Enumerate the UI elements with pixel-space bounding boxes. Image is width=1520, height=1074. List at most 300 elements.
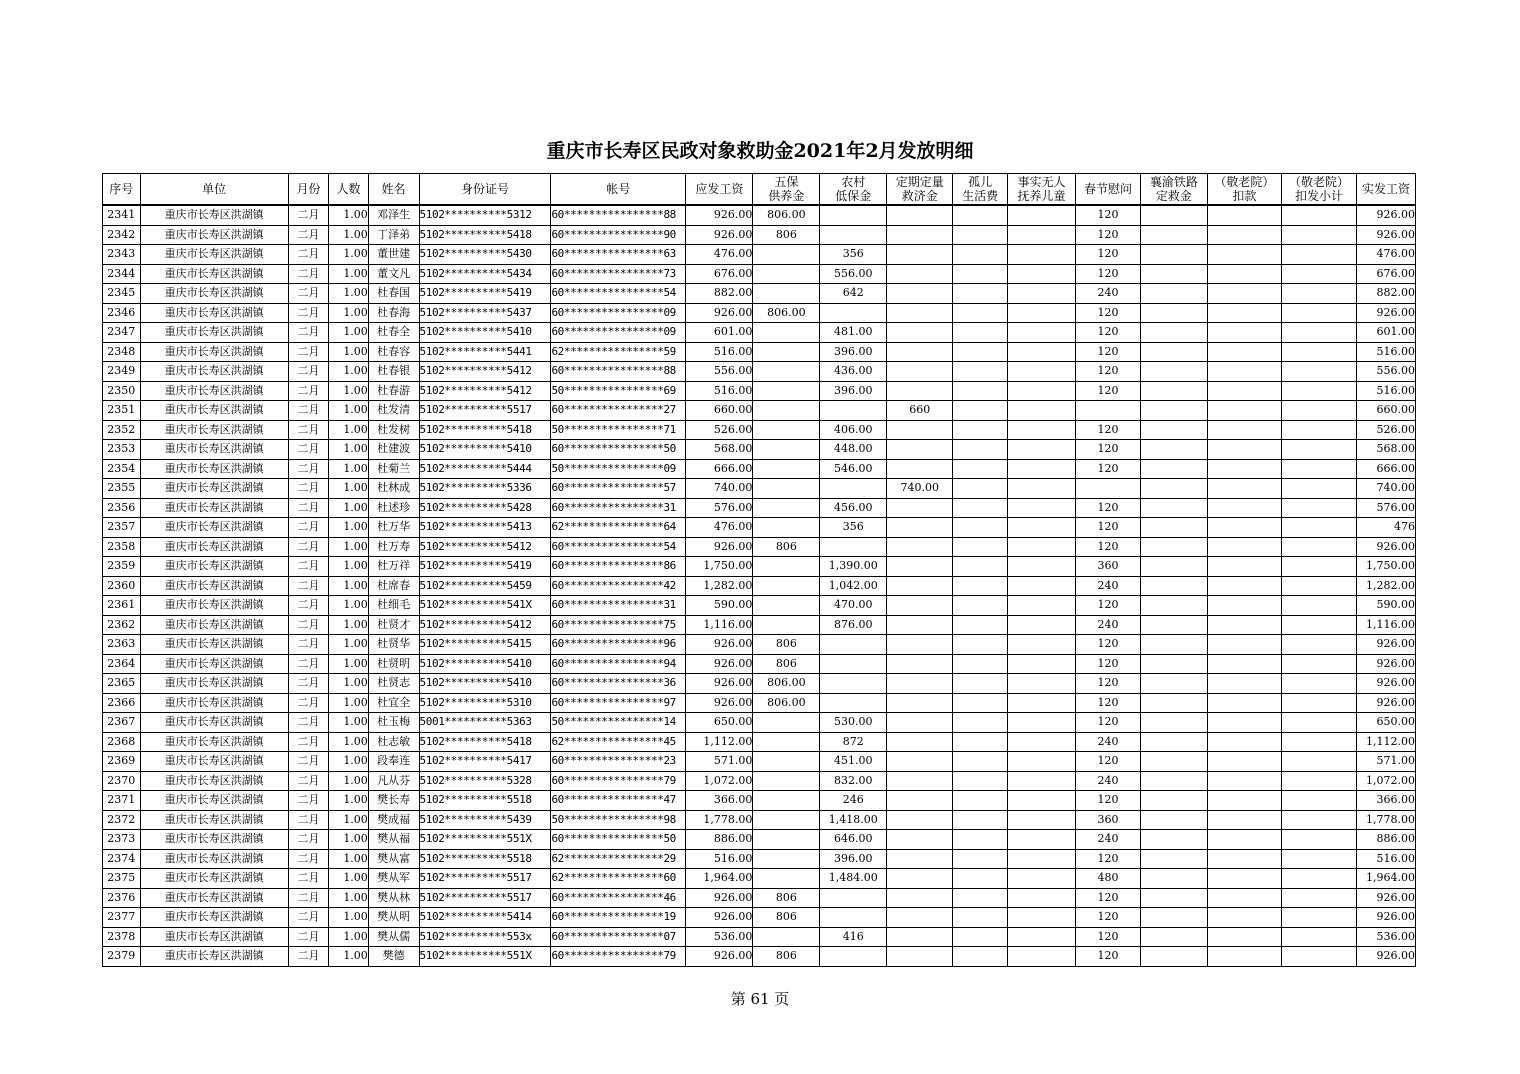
table-cell: 601.00	[686, 323, 753, 343]
table-cell: 568.00	[1357, 440, 1416, 460]
table-cell	[953, 537, 1008, 557]
table-cell: 1.00	[329, 810, 369, 830]
table-cell	[1140, 908, 1207, 928]
table-cell	[887, 381, 953, 401]
table-cell: 重庆市长寿区洪湖镇	[140, 537, 288, 557]
table-cell	[1140, 596, 1207, 616]
table-cell	[1008, 440, 1076, 460]
table-cell: 5102**********5419	[419, 284, 551, 304]
table-cell: 5102**********553x	[419, 927, 551, 947]
table-cell: 杜玉梅	[368, 713, 419, 733]
table-cell	[1008, 908, 1076, 928]
table-cell: 2345	[103, 284, 141, 304]
table-cell	[1140, 537, 1207, 557]
table-cell: 120	[1075, 791, 1140, 811]
table-cell	[753, 245, 820, 265]
table-cell	[753, 498, 820, 518]
table-cell: 重庆市长寿区洪湖镇	[140, 654, 288, 674]
table-cell: 120	[1075, 927, 1140, 947]
table-cell	[887, 693, 953, 713]
column-header: 孤儿 生活费	[953, 174, 1008, 206]
table-cell	[953, 615, 1008, 635]
table-cell: 5102**********5410	[419, 654, 551, 674]
table-cell: 1.00	[329, 264, 369, 284]
table-cell	[820, 479, 887, 499]
table-cell: 806.00	[753, 693, 820, 713]
table-row	[103, 342, 1416, 362]
table-cell: 60****************50	[551, 440, 686, 460]
table-cell	[1008, 479, 1076, 499]
table-cell	[887, 245, 953, 265]
table-cell	[1140, 791, 1207, 811]
table-cell: 重庆市长寿区洪湖镇	[140, 615, 288, 635]
table-cell	[753, 362, 820, 382]
table-cell: 5102**********5439	[419, 810, 551, 830]
table-cell: 二月	[288, 713, 329, 733]
table-cell	[1140, 381, 1207, 401]
table-cell: 二月	[288, 245, 329, 265]
table-cell	[887, 420, 953, 440]
table-cell	[1207, 732, 1281, 752]
table-cell: 1,964.00	[686, 869, 753, 889]
table-row	[103, 947, 1416, 967]
column-header: 农村 低保金	[820, 174, 887, 206]
table-cell: 杜万祥	[368, 557, 419, 577]
table-cell	[953, 830, 1008, 850]
column-header: 帐号	[551, 174, 686, 206]
table-cell	[1008, 713, 1076, 733]
table-cell: 2344	[103, 264, 141, 284]
table-cell: 120	[1075, 674, 1140, 694]
table-cell: 杜林成	[368, 479, 419, 499]
table-cell: 556.00	[820, 264, 887, 284]
table-cell: 740.00	[887, 479, 953, 499]
table-cell: 2367	[103, 713, 141, 733]
table-cell: 二月	[288, 888, 329, 908]
table-cell: 二月	[288, 362, 329, 382]
table-cell: 重庆市长寿区洪湖镇	[140, 401, 288, 421]
table-cell: 516.00	[1357, 342, 1416, 362]
table-cell	[1008, 303, 1076, 323]
table-cell: 806	[753, 635, 820, 655]
table-cell	[1140, 362, 1207, 382]
table-cell: 1.00	[329, 732, 369, 752]
table-row	[103, 771, 1416, 791]
table-cell: 5102**********5414	[419, 908, 551, 928]
table-cell	[1281, 537, 1356, 557]
table-cell: 二月	[288, 537, 329, 557]
table-cell: 1,390.00	[820, 557, 887, 577]
table-row	[103, 420, 1416, 440]
table-cell: 杜菊兰	[368, 459, 419, 479]
table-cell	[1207, 303, 1281, 323]
table-cell: 60****************42	[551, 576, 686, 596]
table-cell	[1207, 537, 1281, 557]
table-cell	[1008, 752, 1076, 772]
table-cell	[1140, 245, 1207, 265]
table-cell: 660.00	[686, 401, 753, 421]
table-cell	[753, 791, 820, 811]
table-cell	[953, 303, 1008, 323]
table-cell: 60****************47	[551, 791, 686, 811]
table-cell	[887, 596, 953, 616]
table-cell: 樊从富	[368, 849, 419, 869]
table-cell	[1207, 615, 1281, 635]
table-cell	[1207, 518, 1281, 538]
table-cell	[1207, 674, 1281, 694]
table-cell: 2378	[103, 927, 141, 947]
table-cell	[1281, 576, 1356, 596]
table-cell	[1281, 225, 1356, 245]
table-cell	[1008, 401, 1076, 421]
table-cell: 杜志敏	[368, 732, 419, 752]
table-row	[103, 264, 1416, 284]
table-row	[103, 498, 1416, 518]
table-cell: 120	[1075, 420, 1140, 440]
table-cell: 1.00	[329, 362, 369, 382]
table-cell: 1.00	[329, 401, 369, 421]
table-cell: 5102**********5418	[419, 732, 551, 752]
table-cell: 重庆市长寿区洪湖镇	[140, 830, 288, 850]
page-title: 重庆市长寿区民政对象救助金2021年2月发放明细	[546, 140, 974, 162]
table-row	[103, 362, 1416, 382]
table-cell: 重庆市长寿区洪湖镇	[140, 440, 288, 460]
table-cell: 重庆市长寿区洪湖镇	[140, 264, 288, 284]
table-cell: 董世建	[368, 245, 419, 265]
table-cell	[887, 615, 953, 635]
table-cell: 806	[753, 888, 820, 908]
table-cell: 476.00	[686, 245, 753, 265]
table-cell: 571.00	[686, 752, 753, 772]
table-cell	[820, 635, 887, 655]
table-cell: 60****************86	[551, 557, 686, 577]
table-cell: 481.00	[820, 323, 887, 343]
table-cell: 832.00	[820, 771, 887, 791]
table-cell: 366.00	[1357, 791, 1416, 811]
table-cell: 二月	[288, 654, 329, 674]
table-cell	[1281, 381, 1356, 401]
table-cell: 356	[820, 518, 887, 538]
table-cell	[1207, 401, 1281, 421]
table-cell	[1140, 518, 1207, 538]
table-cell	[1008, 381, 1076, 401]
table-cell: 2355	[103, 479, 141, 499]
table-cell	[753, 596, 820, 616]
table-cell	[1281, 498, 1356, 518]
table-cell: 120	[1075, 440, 1140, 460]
table-cell: 丁泽弟	[368, 225, 419, 245]
table-cell	[953, 576, 1008, 596]
table-cell	[887, 576, 953, 596]
table-cell	[820, 401, 887, 421]
table-cell	[753, 849, 820, 869]
table-cell: 重庆市长寿区洪湖镇	[140, 596, 288, 616]
table-cell: 50****************98	[551, 810, 686, 830]
table-cell	[1075, 479, 1140, 499]
table-cell: 1.00	[329, 323, 369, 343]
table-cell	[887, 888, 953, 908]
table-cell	[953, 342, 1008, 362]
table-cell	[953, 479, 1008, 499]
table-cell: 5102**********541X	[419, 596, 551, 616]
table-cell: 重庆市长寿区洪湖镇	[140, 869, 288, 889]
table-cell: 樊从军	[368, 869, 419, 889]
table-cell	[1281, 596, 1356, 616]
table-cell	[953, 362, 1008, 382]
table-cell	[887, 830, 953, 850]
table-cell: 重庆市长寿区洪湖镇	[140, 205, 288, 225]
table-row	[103, 596, 1416, 616]
table-cell: 926.00	[1357, 674, 1416, 694]
table-cell: 2351	[103, 401, 141, 421]
table-cell: 1,750.00	[1357, 557, 1416, 577]
table-cell: 806	[753, 225, 820, 245]
table-cell	[1008, 927, 1076, 947]
table-cell	[953, 518, 1008, 538]
table-cell: 926.00	[686, 908, 753, 928]
table-row	[103, 401, 1416, 421]
table-cell	[820, 205, 887, 225]
table-cell: 1.00	[329, 615, 369, 635]
table-cell: 杜贤明	[368, 654, 419, 674]
table-cell: 556.00	[686, 362, 753, 382]
table-cell: 240	[1075, 830, 1140, 850]
column-header: 实发工资	[1357, 174, 1416, 206]
table-cell	[1008, 596, 1076, 616]
table-cell	[953, 693, 1008, 713]
table-cell: 樊从明	[368, 908, 419, 928]
table-cell: 396.00	[820, 381, 887, 401]
table-cell: 重庆市长寿区洪湖镇	[140, 342, 288, 362]
table-cell: 董文凡	[368, 264, 419, 284]
table-cell: 926.00	[686, 225, 753, 245]
table-cell	[887, 713, 953, 733]
table-cell: 2361	[103, 596, 141, 616]
table-cell: 660	[887, 401, 953, 421]
table-cell: 926.00	[686, 674, 753, 694]
table-cell: 1,116.00	[1357, 615, 1416, 635]
table-cell	[887, 908, 953, 928]
table-cell	[1140, 693, 1207, 713]
table-cell: 2365	[103, 674, 141, 694]
table-cell: 杜春全	[368, 323, 419, 343]
table-cell	[1281, 830, 1356, 850]
table-cell: 60****************31	[551, 596, 686, 616]
table-cell: 2377	[103, 908, 141, 928]
table-cell: 5102**********5312	[419, 205, 551, 225]
table-cell: 二月	[288, 479, 329, 499]
table-cell	[1008, 771, 1076, 791]
table-cell	[1281, 264, 1356, 284]
table-cell	[1281, 888, 1356, 908]
table-cell: 526.00	[686, 420, 753, 440]
table-row	[103, 225, 1416, 245]
table-cell	[1207, 869, 1281, 889]
table-cell: 60****************27	[551, 401, 686, 421]
table-row	[103, 693, 1416, 713]
table-cell	[1140, 576, 1207, 596]
table-cell: 571.00	[1357, 752, 1416, 772]
table-cell: 451.00	[820, 752, 887, 772]
table-cell: 120	[1075, 888, 1140, 908]
table-cell: 重庆市长寿区洪湖镇	[140, 362, 288, 382]
table-cell: 60****************23	[551, 752, 686, 772]
table-cell: 806.00	[753, 303, 820, 323]
table-cell	[1281, 752, 1356, 772]
table-cell	[1207, 440, 1281, 460]
table-cell	[753, 264, 820, 284]
column-header: 五保 供养金	[753, 174, 820, 206]
table-cell: 1,042.00	[820, 576, 887, 596]
table-row	[103, 440, 1416, 460]
table-cell: 2343	[103, 245, 141, 265]
table-cell	[1140, 635, 1207, 655]
table-cell: 1.00	[329, 537, 369, 557]
table-cell: 480	[1075, 869, 1140, 889]
table-cell: 416	[820, 927, 887, 947]
table-cell	[1281, 557, 1356, 577]
table-cell	[1008, 264, 1076, 284]
table-cell: 448.00	[820, 440, 887, 460]
table-cell	[887, 284, 953, 304]
table-cell: 杜万寿	[368, 537, 419, 557]
table-cell	[1207, 596, 1281, 616]
column-header: （敬老院） 扣发小计	[1281, 174, 1356, 206]
table-row	[103, 459, 1416, 479]
table-cell	[1008, 576, 1076, 596]
table-cell: 杜述珍	[368, 498, 419, 518]
table-cell	[753, 557, 820, 577]
table-row	[103, 245, 1416, 265]
table-cell: 60****************19	[551, 908, 686, 928]
table-cell	[1207, 342, 1281, 362]
table-cell	[1207, 381, 1281, 401]
table-cell: 5102**********5417	[419, 752, 551, 772]
table-cell: 660.00	[1357, 401, 1416, 421]
table-cell	[1008, 654, 1076, 674]
table-cell	[1140, 869, 1207, 889]
table-cell: 2373	[103, 830, 141, 850]
table-row	[103, 537, 1416, 557]
table-cell: 926.00	[1357, 888, 1416, 908]
table-cell: 1.00	[329, 518, 369, 538]
table-cell: 60****************50	[551, 830, 686, 850]
table-cell	[753, 830, 820, 850]
table-cell: 120	[1075, 635, 1140, 655]
table-row	[103, 830, 1416, 850]
table-cell	[1207, 752, 1281, 772]
table-cell: 536.00	[1357, 927, 1416, 947]
table-cell: 2364	[103, 654, 141, 674]
table-cell	[1008, 849, 1076, 869]
table-cell	[1140, 654, 1207, 674]
table-cell	[1207, 927, 1281, 947]
table-cell	[953, 947, 1008, 967]
table-cell: 5102**********5428	[419, 498, 551, 518]
table-cell: 556.00	[1357, 362, 1416, 382]
table-cell	[953, 713, 1008, 733]
table-cell	[1140, 557, 1207, 577]
table-cell: 516.00	[686, 381, 753, 401]
table-cell: 60****************97	[551, 693, 686, 713]
table-cell: 2348	[103, 342, 141, 362]
table-row	[103, 576, 1416, 596]
table-cell: 516.00	[1357, 381, 1416, 401]
table-cell	[1207, 459, 1281, 479]
table-cell	[753, 420, 820, 440]
table-cell	[1140, 947, 1207, 967]
table-row	[103, 888, 1416, 908]
table-cell	[1281, 440, 1356, 460]
table-cell: 2376	[103, 888, 141, 908]
table-cell: 1.00	[329, 713, 369, 733]
table-cell	[1281, 362, 1356, 382]
table-row	[103, 791, 1416, 811]
table-cell	[887, 459, 953, 479]
table-cell: 1.00	[329, 674, 369, 694]
table-cell: 2341	[103, 205, 141, 225]
table-cell	[953, 908, 1008, 928]
table-cell: 60****************09	[551, 323, 686, 343]
table-cell: 926.00	[1357, 635, 1416, 655]
table-cell: 62****************29	[551, 849, 686, 869]
table-cell: 456.00	[820, 498, 887, 518]
page-number: 第 61 页	[730, 990, 790, 1008]
table-cell: 1.00	[329, 869, 369, 889]
table-cell: 240	[1075, 732, 1140, 752]
table-header-row	[103, 174, 1416, 206]
table-cell	[1008, 888, 1076, 908]
table-row	[103, 205, 1416, 225]
table-cell	[1281, 635, 1356, 655]
table-cell	[1207, 498, 1281, 518]
table-cell: 650.00	[686, 713, 753, 733]
table-cell: 120	[1075, 264, 1140, 284]
table-cell: 重庆市长寿区洪湖镇	[140, 635, 288, 655]
table-cell: 重庆市长寿区洪湖镇	[140, 693, 288, 713]
table-cell: 406.00	[820, 420, 887, 440]
table-cell	[1075, 401, 1140, 421]
table-cell: 1.00	[329, 947, 369, 967]
table-cell: 1.00	[329, 225, 369, 245]
table-cell: 樊从福	[368, 830, 419, 850]
table-cell: 2359	[103, 557, 141, 577]
table-cell	[1008, 459, 1076, 479]
table-cell: 二月	[288, 615, 329, 635]
table-cell: 重庆市长寿区洪湖镇	[140, 732, 288, 752]
table-cell	[1140, 342, 1207, 362]
table-cell: 二月	[288, 771, 329, 791]
table-cell: 1.00	[329, 888, 369, 908]
table-cell: 676.00	[686, 264, 753, 284]
table-cell: 1.00	[329, 205, 369, 225]
table-cell: 杜贤志	[368, 674, 419, 694]
table-cell: 60****************54	[551, 284, 686, 304]
table-cell	[1281, 810, 1356, 830]
table-cell: 5102**********5310	[419, 693, 551, 713]
table-cell	[1281, 869, 1356, 889]
table-cell: 凡从芬	[368, 771, 419, 791]
table-cell: 120	[1075, 947, 1140, 967]
table-cell: 二月	[288, 849, 329, 869]
table-cell	[953, 752, 1008, 772]
table-cell: 5102**********5517	[419, 401, 551, 421]
table-row	[103, 615, 1416, 635]
table-cell: 476	[1357, 518, 1416, 538]
table-cell	[1140, 205, 1207, 225]
table-cell: 60****************96	[551, 635, 686, 655]
table-cell	[1207, 810, 1281, 830]
